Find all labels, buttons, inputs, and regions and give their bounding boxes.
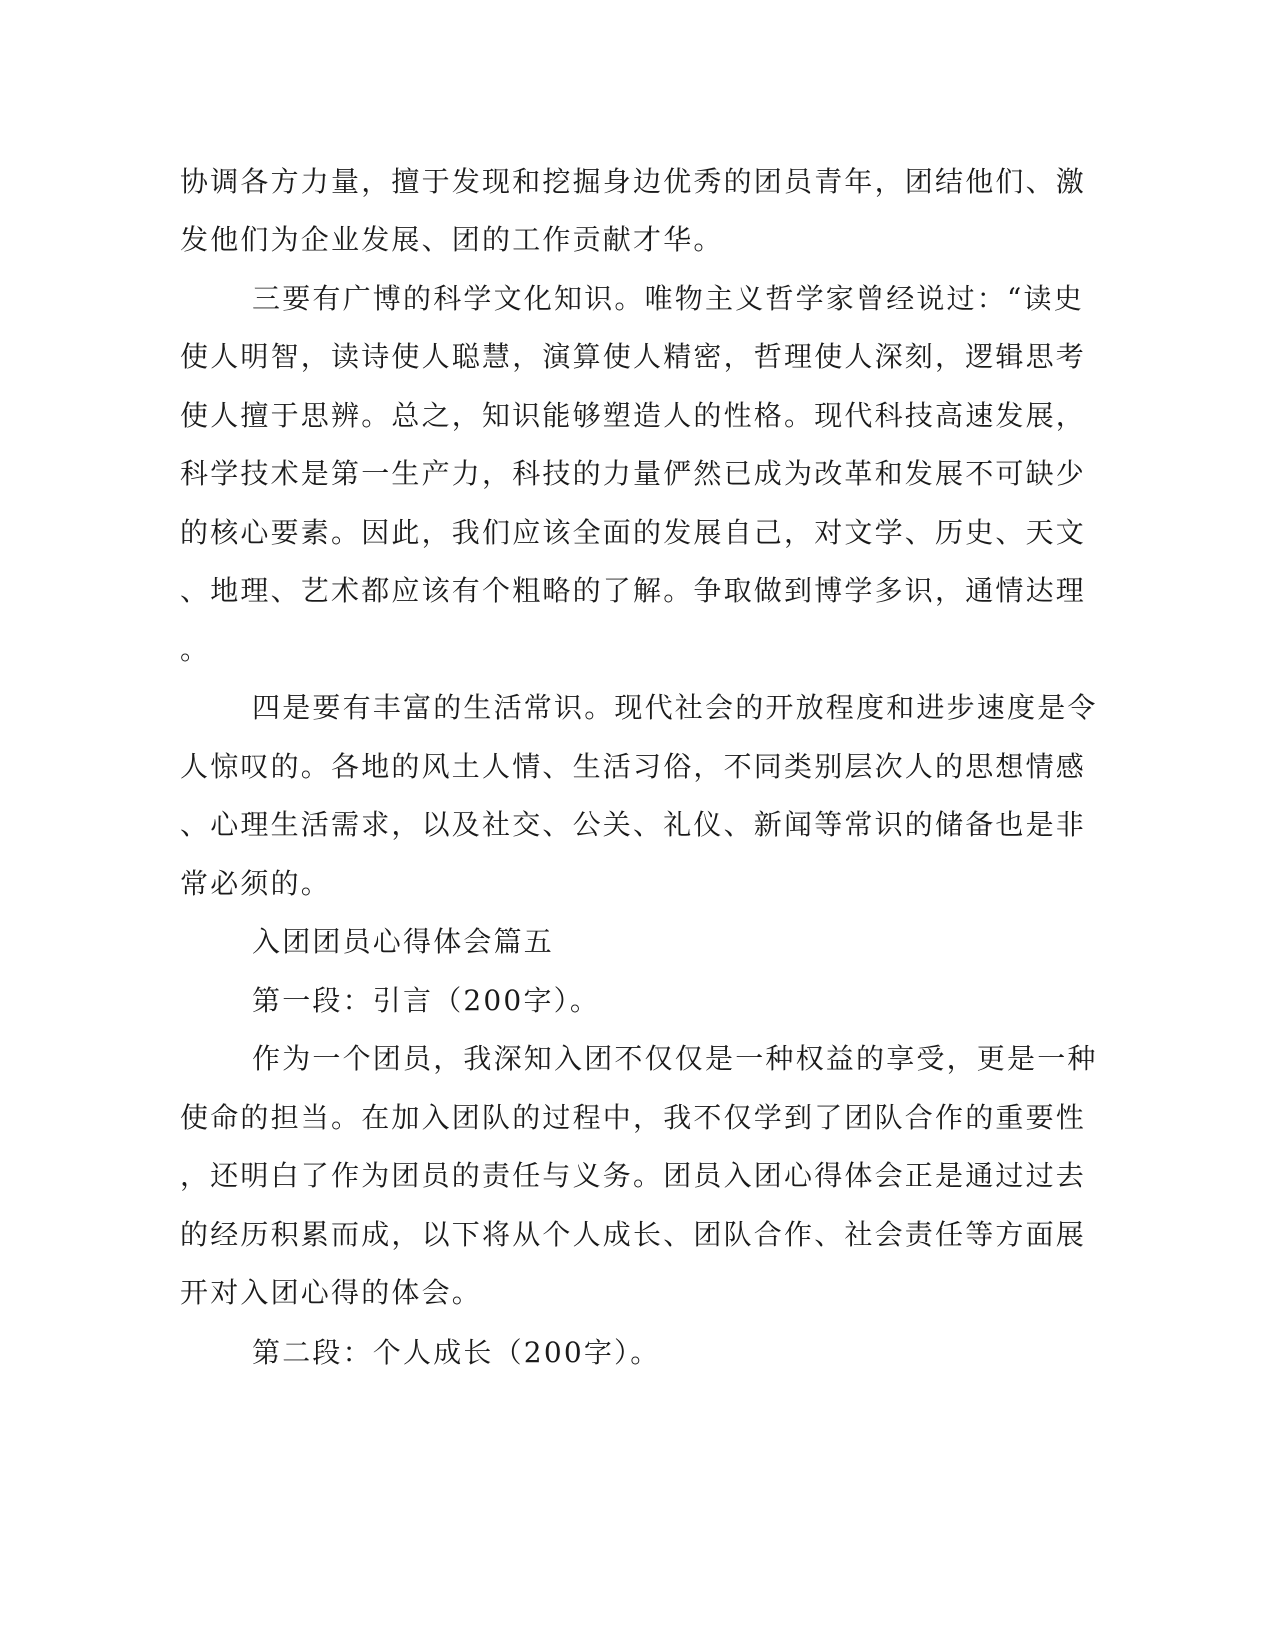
text-line: 科学技术是第一生产力，科技的力量俨然已成为改革和发展不可缺少 (180, 457, 1087, 490)
text-line: 发他们为企业发展、团的工作贡献才华。 (180, 223, 724, 256)
text-line: 、地理、艺术都应该有个粗略的了解。争取做到博学多识，通情达理 (180, 574, 1087, 607)
subsection-heading: 第二段：个人成长（200字）。 (252, 1336, 661, 1369)
text-line: 的经历积累而成，以下将从个人成长、团队合作、社会责任等方面展 (180, 1218, 1087, 1251)
paragraph-start-line: 四是要有丰富的生活常识。现代社会的开放程度和进步速度是令 (252, 691, 1098, 724)
text-line: 使人明智，读诗使人聪慧，演算使人精密，哲理使人深刻，逻辑思考 (180, 340, 1087, 373)
subsection-heading: 第一段：引言（200字）。 (252, 984, 601, 1017)
text-line: 协调各方力量，擅于发现和挖掘身边优秀的团员青年，团结他们、激 (180, 165, 1087, 198)
text-line: ，还明白了作为团员的责任与义务。团员入团心得体会正是通过过去 (180, 1159, 1087, 1192)
section-heading: 入团团员心得体会篇五 (252, 925, 555, 958)
text-line: 的核心要素。因此，我们应该全面的发展自己，对文学、历史、天文 (180, 516, 1087, 549)
text-line: 。 (180, 633, 211, 666)
text-line: 使人擅于思辨。总之，知识能够塑造人的性格。现代科技高速发展， (180, 399, 1087, 432)
text-line: 使命的担当。在加入团队的过程中，我不仅学到了团队合作的重要性 (180, 1101, 1087, 1134)
text-line: 开对入团心得的体会。 (180, 1276, 483, 1309)
text-line: 人惊叹的。各地的风土人情、生活习俗，不同类别层次人的思想情感 (180, 750, 1087, 783)
paragraph-start-line: 三要有广博的科学文化知识。唯物主义哲学家曾经说过：“读史 (252, 282, 1084, 315)
text-line: 常必须的。 (180, 867, 332, 900)
paragraph-start-line: 作为一个团员，我深知入团不仅仅是一种权益的享受，更是一种 (252, 1042, 1098, 1075)
text-line: 、心理生活需求，以及社交、公关、礼仪、新闻等常识的储备也是非 (180, 808, 1087, 841)
